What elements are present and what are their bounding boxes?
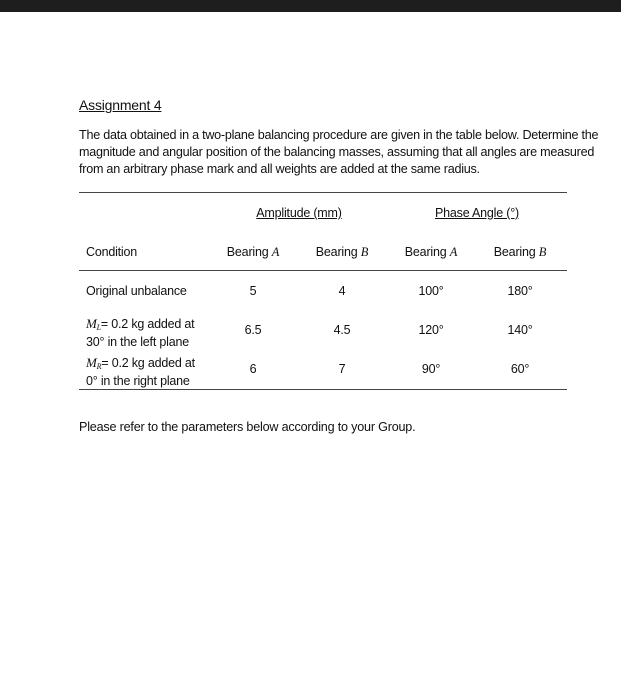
bearing-letter: A xyxy=(271,245,280,259)
row1-phase-b: 180° xyxy=(507,284,533,298)
mass-symbol-right: M xyxy=(86,355,97,370)
mass-subscript-right: R xyxy=(96,362,102,371)
row2-amplitude-a: 6.5 xyxy=(244,323,262,337)
bearing-letter: B xyxy=(538,245,547,259)
table-top-rule xyxy=(79,192,567,193)
bearing-letter: A xyxy=(449,245,458,259)
bearing-a-phase-header xyxy=(405,245,457,260)
mass-symbol-left: M xyxy=(86,316,97,331)
problem-statement: The data obtained in a two-plane balancing procedure are given in the table below. Determine the magnitude and angular position of the balancing masses, assuming that all angles are measured from an arbitrary phase mark and all weights are added at the same radius. xyxy=(79,128,599,176)
table-header-rule xyxy=(79,270,567,271)
row2-phase-b: 140° xyxy=(507,323,533,337)
row2-phase-a: 120° xyxy=(418,323,444,337)
phase-group-header: Phase Angle (°) xyxy=(435,206,519,220)
condition-column-header: Condition xyxy=(86,245,138,259)
table-bottom-rule xyxy=(79,389,567,390)
table-row-left-trial-condition xyxy=(86,316,194,350)
bearing-b-amplitude-header xyxy=(316,245,368,260)
table-row-original-condition: Original unbalance xyxy=(86,284,187,298)
row1-phase-a: 100° xyxy=(418,284,444,298)
row1-amplitude-b: 4 xyxy=(338,284,346,298)
bearing-a-phase-label: Bearing A xyxy=(404,245,458,259)
bearing-b-phase-label: Bearing B xyxy=(493,245,547,259)
right-trial-line1: = 0.2 kg added at xyxy=(101,356,195,370)
bearing-a-amplitude-header xyxy=(227,245,279,260)
bearing-b-phase-header xyxy=(494,245,546,260)
top-bar xyxy=(0,0,621,12)
bearing-letter: B xyxy=(360,245,369,259)
assignment-title: Assignment 4 xyxy=(79,97,162,113)
right-trial-line2: 0° in the right plane xyxy=(86,374,190,388)
row3-amplitude-a: 6 xyxy=(249,362,257,376)
row1-amplitude-a: 5 xyxy=(249,284,257,298)
left-trial-line2: 30° in the left plane xyxy=(86,335,189,349)
row3-phase-b: 60° xyxy=(510,362,530,376)
mass-subscript-left: L xyxy=(96,323,101,332)
group-instruction: Please refer to the parameters below according to your Group. xyxy=(79,420,416,434)
bearing-b-amplitude-label: Bearing B xyxy=(315,245,369,259)
row3-phase-a: 90° xyxy=(421,362,441,376)
row3-amplitude-b: 7 xyxy=(338,362,346,376)
amplitude-group-header: Amplitude (mm) xyxy=(256,206,342,220)
left-trial-line1: = 0.2 kg added at xyxy=(100,317,195,331)
row2-amplitude-b: 4.5 xyxy=(333,323,351,337)
table-row-right-trial-condition xyxy=(86,355,195,389)
bearing-a-amplitude-label: Bearing A xyxy=(226,245,280,259)
